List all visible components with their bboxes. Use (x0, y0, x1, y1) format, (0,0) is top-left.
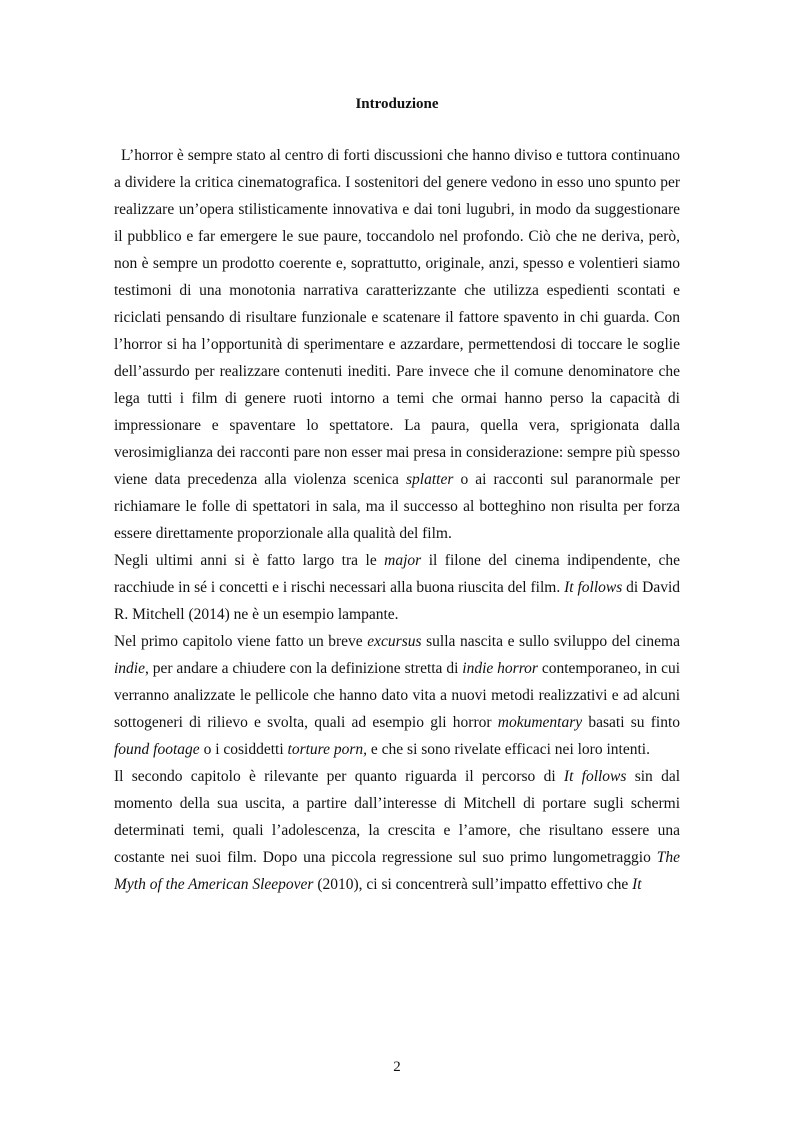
italic-term: excursus (367, 633, 422, 650)
text-run: Il secondo capitolo è rilevante per quanto riguarda il percorso di (114, 768, 564, 785)
paragraph-1 (114, 142, 680, 547)
italic-term: It follows (563, 768, 627, 785)
paragraph-4 (114, 763, 680, 898)
italic-term: indie (114, 660, 145, 677)
paragraph-3 (114, 628, 680, 763)
text-run: o i cosiddetti (199, 741, 288, 758)
body-text (114, 142, 680, 898)
italic-term: major (384, 552, 422, 569)
text-run: contemporaneo, in cui verranno analizzate le pellicole che hanno dato vita a nuovi metodi realizzativi e ad alcuni sottogeneri di rilievo e svolta, quali ad esempio gli horror (114, 660, 681, 731)
italic-term: The Myth of the American Sleepover (114, 849, 680, 893)
text-run: sin dal momento della sua uscita, a partire dall’interesse di Mitchell di portare sugli schermi determinati temi, quali l’adolescenza, la crescita e l’amore, che risultano essere una costante nei suoi film. Dopo una piccola regressione sul suo primo lungometraggio (114, 768, 680, 866)
italic-term: found footage (114, 741, 200, 758)
italic-term: splatter (406, 471, 454, 488)
text-run: di David R. Mitchell (2014) ne è un esempio lampante. (114, 579, 680, 623)
text-run: sulla nascita e sullo sviluppo del cinema (421, 633, 680, 650)
text-run: e che si sono rivelate efficaci nei loro intenti. (367, 741, 650, 758)
text-run: , per andare a chiudere con la definizione stretta di (145, 660, 463, 677)
italic-term: torture porn, (287, 741, 368, 758)
text-run: Nel primo capitolo viene fatto un breve (114, 633, 368, 650)
italic-term: It follows (564, 579, 623, 596)
paragraph-2 (114, 547, 680, 628)
text-run: (2010), ci si concentrerà sull’impatto effettivo che (313, 876, 633, 893)
text-run: L’horror è sempre stato al centro di forti discussioni che hanno diviso e tuttora continuano a dividere la critica cinematografica. I sostenitori del genere vedono in esso uno spunto per realizzare un’opera stilisticamente innovativa e dai toni lugubri, in modo da suggestionare il pubblico e far emergere le sue paure, toccandolo nel profondo. Ciò che ne deriva, però, non è sempre un prodotto coerente e, soprattutto, originale, anzi, spesso e volentieri siamo testimoni di una monotonia narrativa caratterizzante che utilizza espedienti scontati e riciclati pensando di risultare funzionale e scatenare il fattore spavento in chi guarda. Con l’horror si ha l’opportunità di sperimentare e azzardare, permettendosi di toccare le soglie dell’assurdo per realizzare contenuti inediti. Pare invece che il comune denominatore che lega tutti i film di genere ruoti intorno a temi che ormai hanno perso la capacità di impressionare e spaventare lo spettatore. La paura, quella vera, sprigionata dalla verosimiglianza dei racconti pare non esser mai presa in considerazione: sempre più spesso viene data precedenza alla violenza scenica (114, 147, 680, 488)
page-title: Introduzione (355, 96, 439, 112)
page-number: 2 (393, 1059, 401, 1075)
italic-term: It (632, 876, 642, 893)
italic-term: mokumentary (497, 714, 583, 731)
text-run: Negli ultimi anni si è fatto largo tra le (114, 552, 385, 569)
text-run: basati su finto (582, 714, 680, 731)
text-run: il filone del cinema indipendente, che racchiude in sé i concetti e i rischi necessari alla buona riuscita del film. (114, 552, 680, 596)
italic-term: indie horror (462, 660, 538, 677)
text-run: o ai racconti sul paranormale per richiamare le folle di spettatori in sala, ma il successo al botteghino non risulta per forza essere direttamente proporzionale alla qualità del film. (114, 471, 680, 542)
